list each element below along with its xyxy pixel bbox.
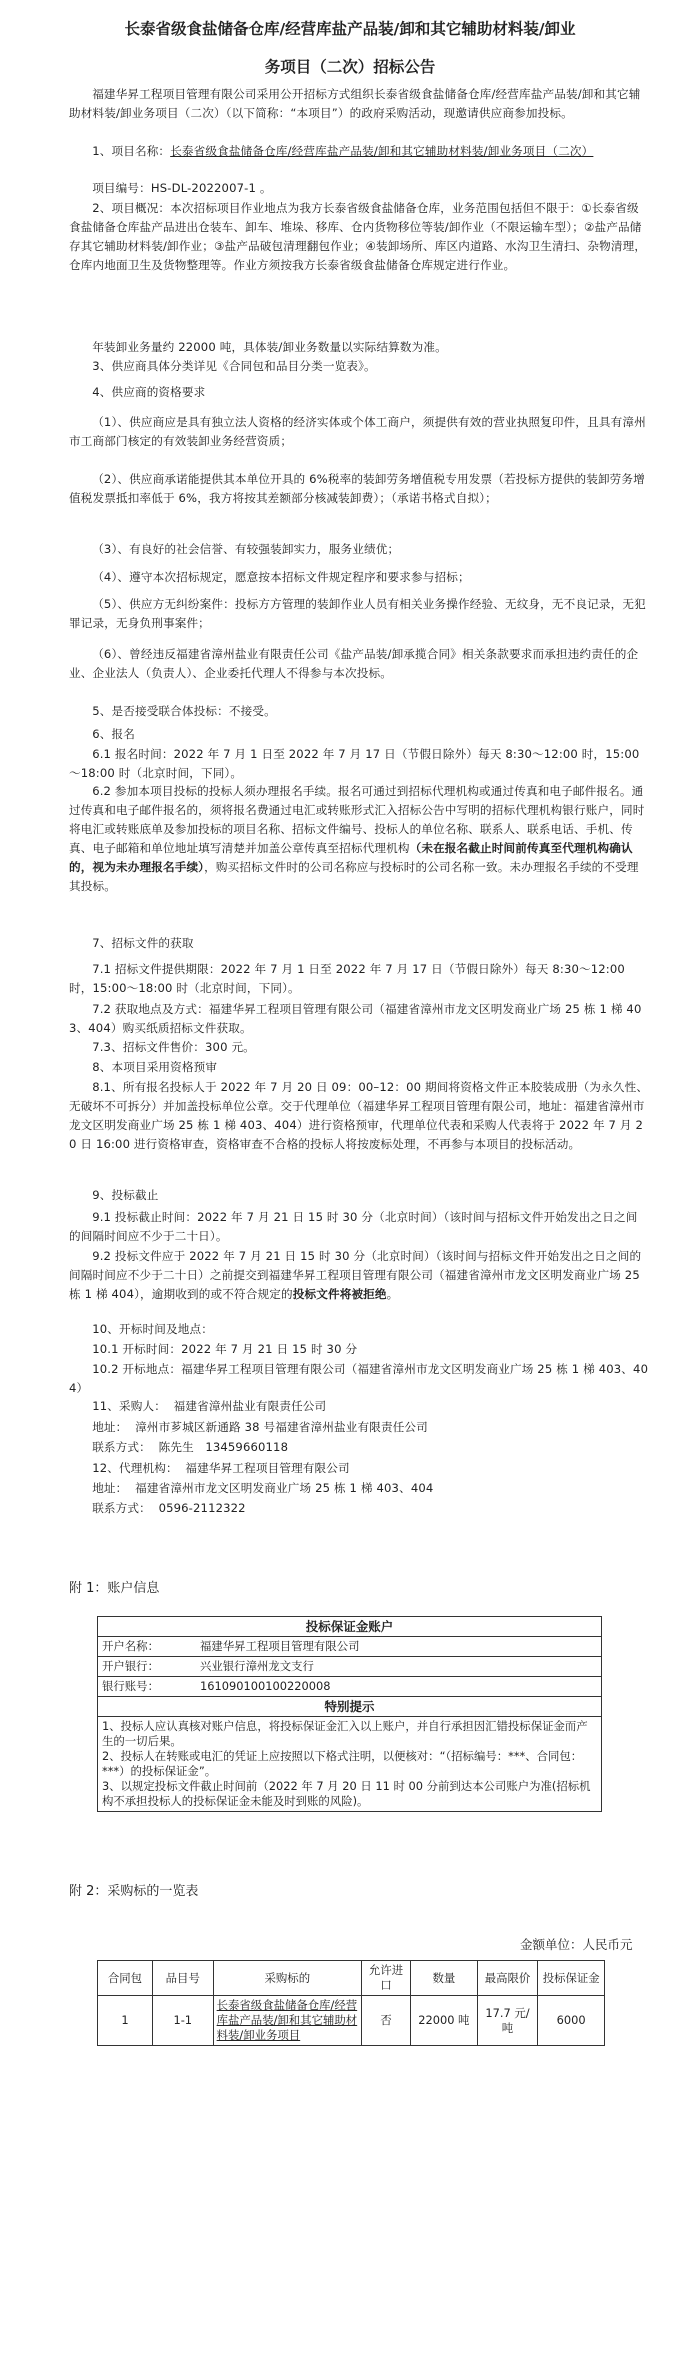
deadline-submission-tail: 。 (386, 1287, 399, 1301)
project-name-label: 1、项目名称： (92, 144, 171, 158)
currency-unit: 金额单位：人民币元 (520, 1937, 633, 1952)
tender-docs-heading: 7、招标文件的获取 (92, 936, 194, 950)
col-header: 允许进口 (361, 1961, 410, 1996)
qualification-1: （1）、供应商应是具有独立法人资格的经济实体或个体工商户，须提供有效的营业执照复印件，且具有漳州市工商部门核定的有效装卸业务经营资质； (69, 415, 646, 448)
purchaser-address: 地址： 漳州市芗城区新通路 38 号福建省漳州盐业有限责任公司 (92, 1420, 428, 1434)
title-line-2: 务项目（二次）招标公告 (264, 58, 436, 76)
purchaser: 11、采购人： 福建省漳州盐业有限责任公司 (92, 1399, 327, 1413)
intro-paragraph: 福建华昇工程项目管理有限公司采用公开招标方式组织长泰省级食盐储备仓库/经营库盐产品装/卸和其它辅助材料装/卸业务项目（二次）（以下简称：“本项目”）的政府采购活动，现邀请供应商参加投标。 (69, 87, 641, 120)
project-name (69, 142, 649, 161)
qualification-heading: 4、供应商的资格要求 (92, 385, 206, 399)
deadline-submission-text: 9.2 投标文件应于 2022 年 7 月 21 日 15 时 30 分（北京时间）（该时间与招标文件开始发出之日之间的间隔时间应不少于二十日）之前提交到福建华昇工程项目管理有限公司（福建省漳州市龙文区明发商业广场 25 栋 1 梯 404），逾期收到的或不符合规定的 (69, 1249, 644, 1301)
qualification-3: （3）、有良好的社会信誉、有较强装卸实力，服务业绩优； (92, 542, 400, 556)
account-table (97, 1616, 602, 1812)
project-overview: 2、项目概况：本次招标项目作业地点为我方长泰省级食盐储备仓库，业务范围包括但不限于：①长泰省级食盐储备仓库盐产品进出仓装车、卸车、堆垛、移库、仓内货物移位等装/卸作业（不限运输车型）；②盐产品储存其它辅助材料装/卸作业；③盐产品破包清理翻包作业；④装卸场所、库区内道路、水沟卫生清扫、杂物清理，仓库内地面卫生及货物整理等。作业方须按我方长泰省级食盐储备仓库规定进行作业。 (69, 201, 647, 272)
opening-heading: 10、开标时间及地点： (92, 1322, 213, 1336)
registration-procedure-text: 6.2 参加本项目投标的投标人须办理报名手续。报名可通过到招标代理机构或通过传真和电子邮件报名。通过传真和电子邮件报名的，须将报名费通过电汇或转账形式汇入招标公告中写明的招标代理机构银行账户，同时将电汇或转账底单及参加投标的项目名称、招标文件编号、投标人的单位名称、联系人、联系电话、手机、传真、电子邮箱和单位地址填写清楚并加盖公章传真至招标代理机构 (69, 784, 645, 855)
supplier-category: 3、供应商具体分类详见《合同包和品目分类一览表》。 (92, 359, 376, 373)
account-row: 开户名称： 福建华昇工程项目管理有限公司 (98, 1637, 602, 1657)
col-header: 品目号 (152, 1961, 213, 1996)
prequalification-text: 8.1、所有报名投标人于 2022 年 7 月 20 日 09：00–12：00 期间将资格文件正本胶装成册（为永久性、无破坏不可拆分）并加盖投标单位公章。交于代理单位（福建华昇工程项目管理有限公司，地址：福建省漳州市龙文区明发商业广场 25 栋 1 梯 403、404）进行资格预审，代理单位代表和采购人代表将于 2022 年 7 月 20 日 16:00 进行资格审查，资格审查不合格的投标人将按废标处理，不再参与本项目的投标活动。 (69, 1080, 649, 1151)
special-tips-header: 特别提示 (98, 1697, 602, 1717)
opening-time: 10.1 开标时间：2022 年 7 月 21 日 15 时 30 分 (92, 1342, 358, 1356)
col-header: 数量 (411, 1961, 478, 1996)
annex-1-title: 附 1：账户信息 (69, 1581, 160, 1596)
prequalification-heading: 8、本项目采用资格预审 (92, 1060, 218, 1074)
qualification-6: （6）、曾经违反福建省漳州盐业有限责任公司《盐产品装/卸承揽合同》相关条款要求而承担违约责任的企业、企业法人（负责人）、企业委托代理人不得参与本次投标。 (69, 647, 639, 680)
table-header-row (98, 1961, 605, 1996)
agency-address: 地址： 福建省漳州市龙文区明发商业广场 25 栋 1 梯 403、404 (92, 1481, 434, 1495)
tip-item: 2、投标人在转账或电汇的凭证上应按照以下格式注明，以便核对：“（招标编号：***、合同包：***）的投标保证金”。 (102, 1749, 583, 1778)
col-header: 合同包 (98, 1961, 153, 1996)
joint-bid: 5、是否接受联合体投标：不接受。 (92, 704, 276, 718)
registration-deadline-note: （未在报名截止时间前传真至代理机构确认的，视为未办理报名手续） (69, 841, 633, 874)
agency-contact: 联系方式： 0596-2112322 (92, 1501, 246, 1515)
col-header: 采购标的 (213, 1961, 361, 1996)
deadline-time: 9.1 投标截止时间：2022 年 7 月 21 日 15 时 30 分（北京时间）（该时间与招标文件开始发出之日之间的间隔时间应不少于二十日）。 (69, 1210, 638, 1243)
opening-location: 10.2 开标地点：福建华昇工程项目管理有限公司（福建省漳州市龙文区明发商业广场 25 栋 1 梯 403、404） (69, 1362, 649, 1395)
title-line-1: 长泰省级食盐储备仓库/经营库盐产品装/卸和其它辅助材料装/卸业 (124, 20, 576, 38)
deadline-heading: 9、投标截止 (92, 1188, 159, 1202)
tip-item: 1、投标人应认真核对账户信息，将投标保证金汇入以上账户，并自行承担因汇错投标保证金而产生的一切后果。 (102, 1719, 588, 1748)
account-row: 开户银行： 兴业银行漳州龙文支行 (98, 1657, 602, 1677)
page-title (40, 17, 660, 79)
tender-docs-price: 7.3、招标文件售价：300 元。 (92, 1040, 255, 1054)
registration-procedure (69, 782, 649, 896)
registration-time: 6.1 报名时间：2022 年 7 月 1 日至 2022 年 7 月 17 日（节假日除外）每天 8:30～12:00 时，15:00～18:00 时（北京时间，下同）。 (69, 747, 640, 780)
purchaser-contact: 联系方式： 陈先生 13459660118 (92, 1440, 289, 1454)
account-row: 银行账号： 161090100100220008 (98, 1677, 602, 1697)
account-table-header: 投标保证金账户 (98, 1617, 602, 1637)
procurement-items-table (97, 1960, 605, 2046)
col-header: 最高限价 (477, 1961, 538, 1996)
deadline-submission (69, 1247, 649, 1304)
annex-2-title: 附 2：采购标的一览表 (69, 1884, 199, 1899)
qualification-5: （5）、供应方无纠纷案件：投标方方管理的装卸作业人员有相关业务操作经验、无纹身，无不良记录，无犯罪记录，无身负刑事案件； (69, 597, 646, 630)
rejection-note: 投标文件将被拒绝 (292, 1287, 387, 1301)
project-name-value: 长泰省级食盐储备仓库/经营库盐产品装/卸和其它辅助材料装/卸业务项目（二次） (170, 144, 594, 158)
tip-item: 3、以规定投标文件截止时间前（2022 年 7 月 20 日 11 时 00 分前到达本公司账户为准(招标机构不承担投标人的投标保证金未能及时到账的风险)。 (102, 1779, 591, 1808)
qualification-2: （2）、供应商承诺能提供其本单位开具的 6%税率的装卸劳务增值税专用发票（若投标方提供的装卸劳务增值税发票抵扣率低于 6%，我方将按其差额部分核减装卸费）；（承诺书格式自拟）； (69, 472, 645, 505)
special-tips (98, 1717, 602, 1812)
table-row: 1 1-1 长泰省级食盐储备仓库/经营库盐产品装/卸和其它辅助材料装/卸业务项目 否 22000 吨 17.7 元/吨 6000 (98, 1996, 605, 2046)
col-header: 投标保证金 (538, 1961, 605, 1996)
tender-docs-period: 7.1 招标文件提供期限：2022 年 7 月 1 日至 2022 年 7 月 17 日（节假日除外）每天 8:30～12:00 时，15:00～18:00 时（北京时间，下同）。 (69, 962, 629, 995)
tender-docs-location: 7.2 获取地点及方式：福建华昇工程项目管理有限公司（福建省漳州市龙文区明发商业广场 25 栋 1 梯 403、404）购买纸质招标文件获取。 (69, 1002, 642, 1035)
annual-volume: 年装卸业务量约 22000 吨，具体装/卸业务数量以实际结算数为准。 (92, 340, 447, 354)
agency: 12、代理机构： 福建华昇工程项目管理有限公司 (92, 1461, 350, 1475)
registration-heading: 6、报名 (92, 727, 135, 741)
registration-procedure-tail: ，购买招标文件时的公司名称应与投标时的公司名称一致。未办理报名手续的不受理其投标。 (69, 860, 639, 893)
qualification-4: （4）、遵守本次招标规定，愿意按本招标文件规定程序和要求参与招标； (92, 570, 470, 584)
project-number: 项目编号：HS-DL-2022007-1 。 (92, 181, 272, 195)
